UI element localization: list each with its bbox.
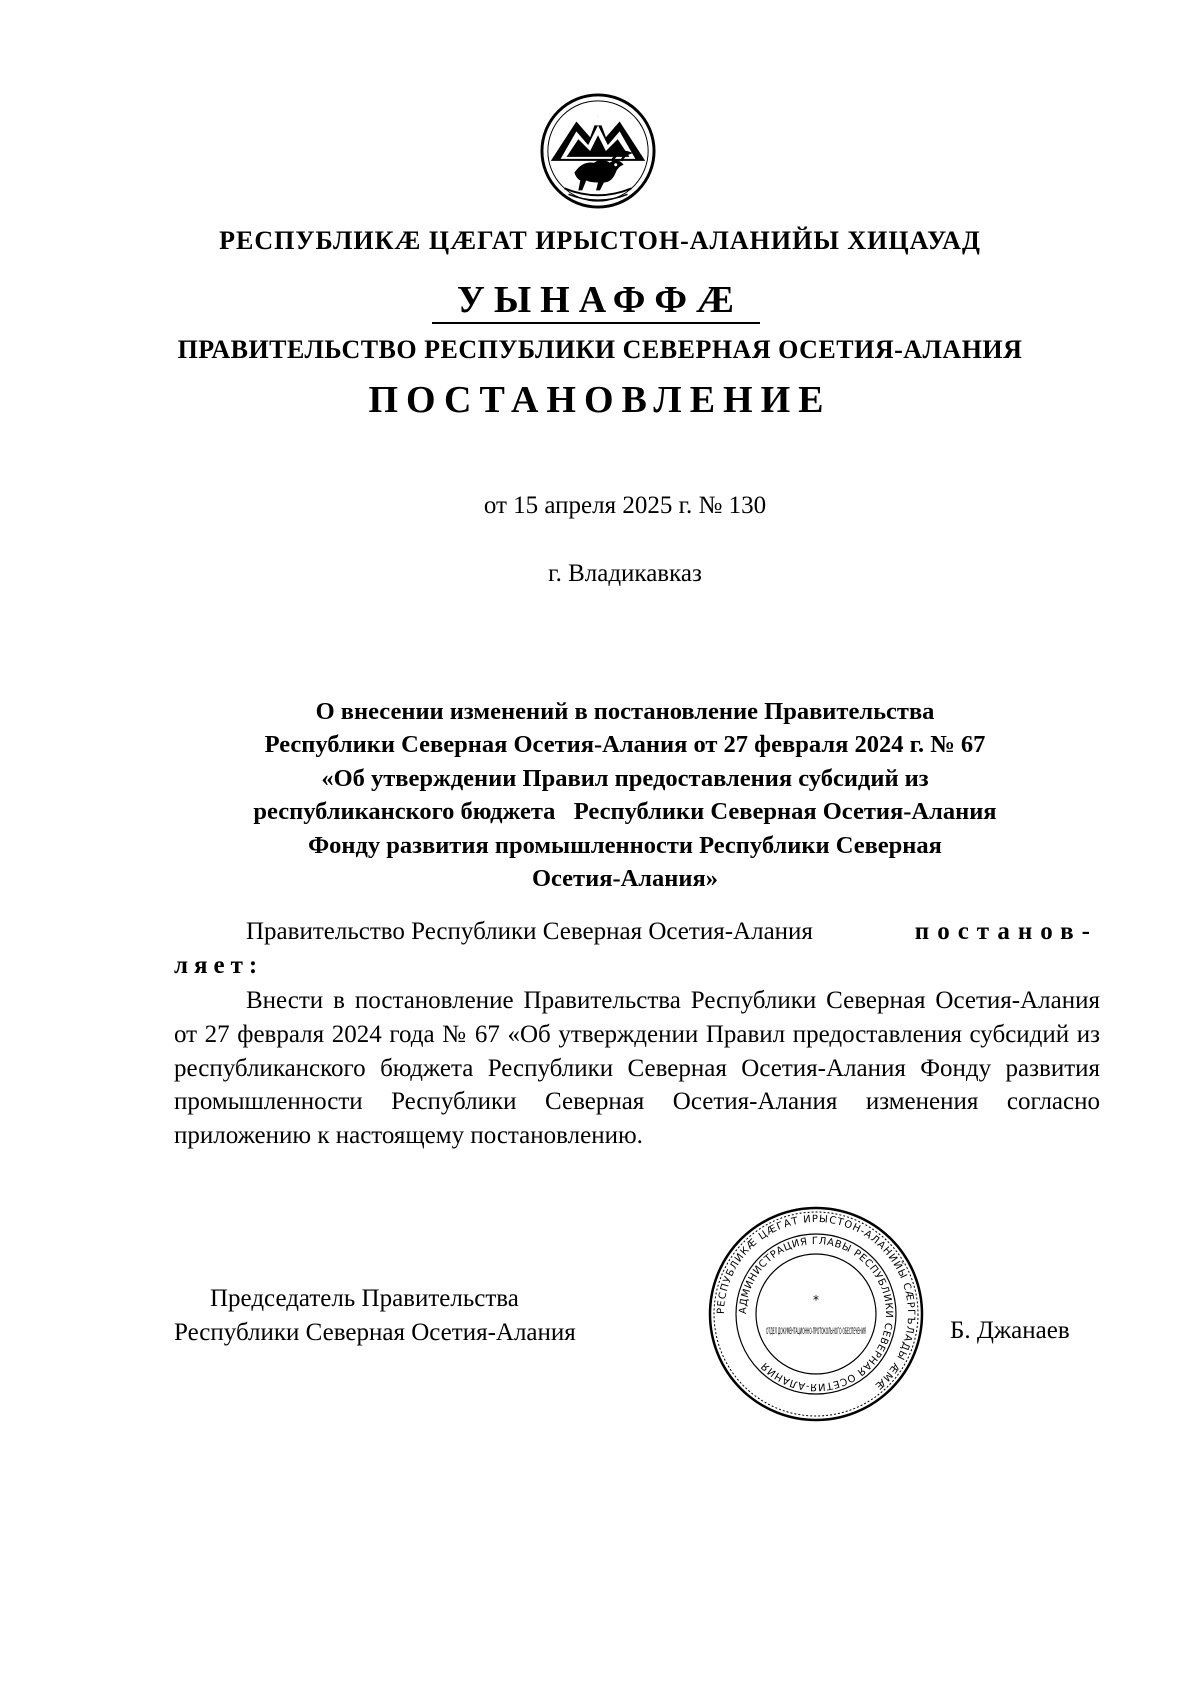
coat-of-arms-icon bbox=[539, 92, 657, 210]
subject-line: республиканского бюджета Республики Северная Осетия-Алания bbox=[253, 798, 997, 826]
russian-document-type: ПОСТАНОВЛЕНИЕ bbox=[368, 379, 832, 421]
resolution-main-paragraph: Внести в постановление Правительства Республики Северная Осетия-Алания от 27 февраля 2024 года № 67 «Об утверждении Правил предоставления субсидий из республиканского бюджета Республики Северная Осетия-Алания Фонду развития промышленности Республики Северная Осетия-Алания изменения согласно приложению к настоящему постановлению. bbox=[174, 987, 1100, 1150]
subject-line: Республики Северная Осетия-Алания от 27 февраля 2024 г. № 67 bbox=[264, 731, 986, 759]
document-subject bbox=[175, 695, 1075, 895]
signatory-position-line: Республики Северная Осетия-Алания bbox=[174, 1319, 576, 1346]
ossetian-government-title: РЕСПУБЛИКÆ ЦÆГАТ ИРЫСТОН-АЛАНИЙЫ ХИЦАУАД bbox=[219, 226, 981, 255]
header-divider bbox=[432, 322, 760, 324]
resolution-intro bbox=[174, 915, 1100, 983]
subject-line: О внесении изменений в постановление Правительства bbox=[315, 698, 935, 725]
seal-center-text: ОТДЕЛ ДОКУМЕНТАЦИОННО-ПРОТОКОЛЬНОГО ОБЕСПЕЧЕНИЯ bbox=[766, 1327, 866, 1337]
svg-text:АДМИНИСТРАЦИЯ ГЛАВЫ РЕСПУБЛИКИ bbox=[738, 1236, 894, 1392]
subject-line: «Об утверждении Правил предоставления субсидий из bbox=[321, 764, 929, 792]
intro-resolves-tail: ляет: bbox=[174, 951, 264, 979]
intro-resolves-spaced: постанов- bbox=[914, 918, 1098, 945]
russian-government-title: ПРАВИТЕЛЬСТВО РЕСПУБЛИКИ СЕВЕРНАЯ ОСЕТИЯ-АЛАНИЯ bbox=[177, 335, 1023, 364]
seal-outer-text: РЕСПУБЛИКÆ ЦÆГАТ ИРЫСТОН-АЛАНИЙЫ СÆРГЪЛАДЫ ÆМÆ bbox=[715, 1213, 917, 1392]
subject-line: Фонду развития промышленности Республики Северная bbox=[308, 831, 942, 859]
svg-text:*: * bbox=[813, 1293, 819, 1307]
signatory-name: Б. Джанаев bbox=[950, 1317, 1070, 1344]
document-city: г. Владикавказ bbox=[548, 560, 702, 587]
signatory-position-line: Председатель Правительства bbox=[210, 1285, 519, 1312]
intro-text: Правительство Республики Северная Осетия-Алания bbox=[246, 918, 813, 945]
subject-line: Осетия-Алания» bbox=[531, 865, 719, 893]
ossetian-document-type: УЫНАФФÆ bbox=[456, 279, 744, 321]
signatory-position bbox=[174, 1282, 576, 1350]
document-date-number: от 15 апреля 2025 г. № 130 bbox=[483, 492, 767, 519]
round-official-seal-icon bbox=[706, 1204, 926, 1424]
seal-inner-text: АДМИНИСТРАЦИЯ ГЛАВЫ РЕСПУБЛИКИ СЕВЕРНАЯ ОСЕТИЯ-АЛАНИЯ bbox=[737, 1235, 895, 1393]
